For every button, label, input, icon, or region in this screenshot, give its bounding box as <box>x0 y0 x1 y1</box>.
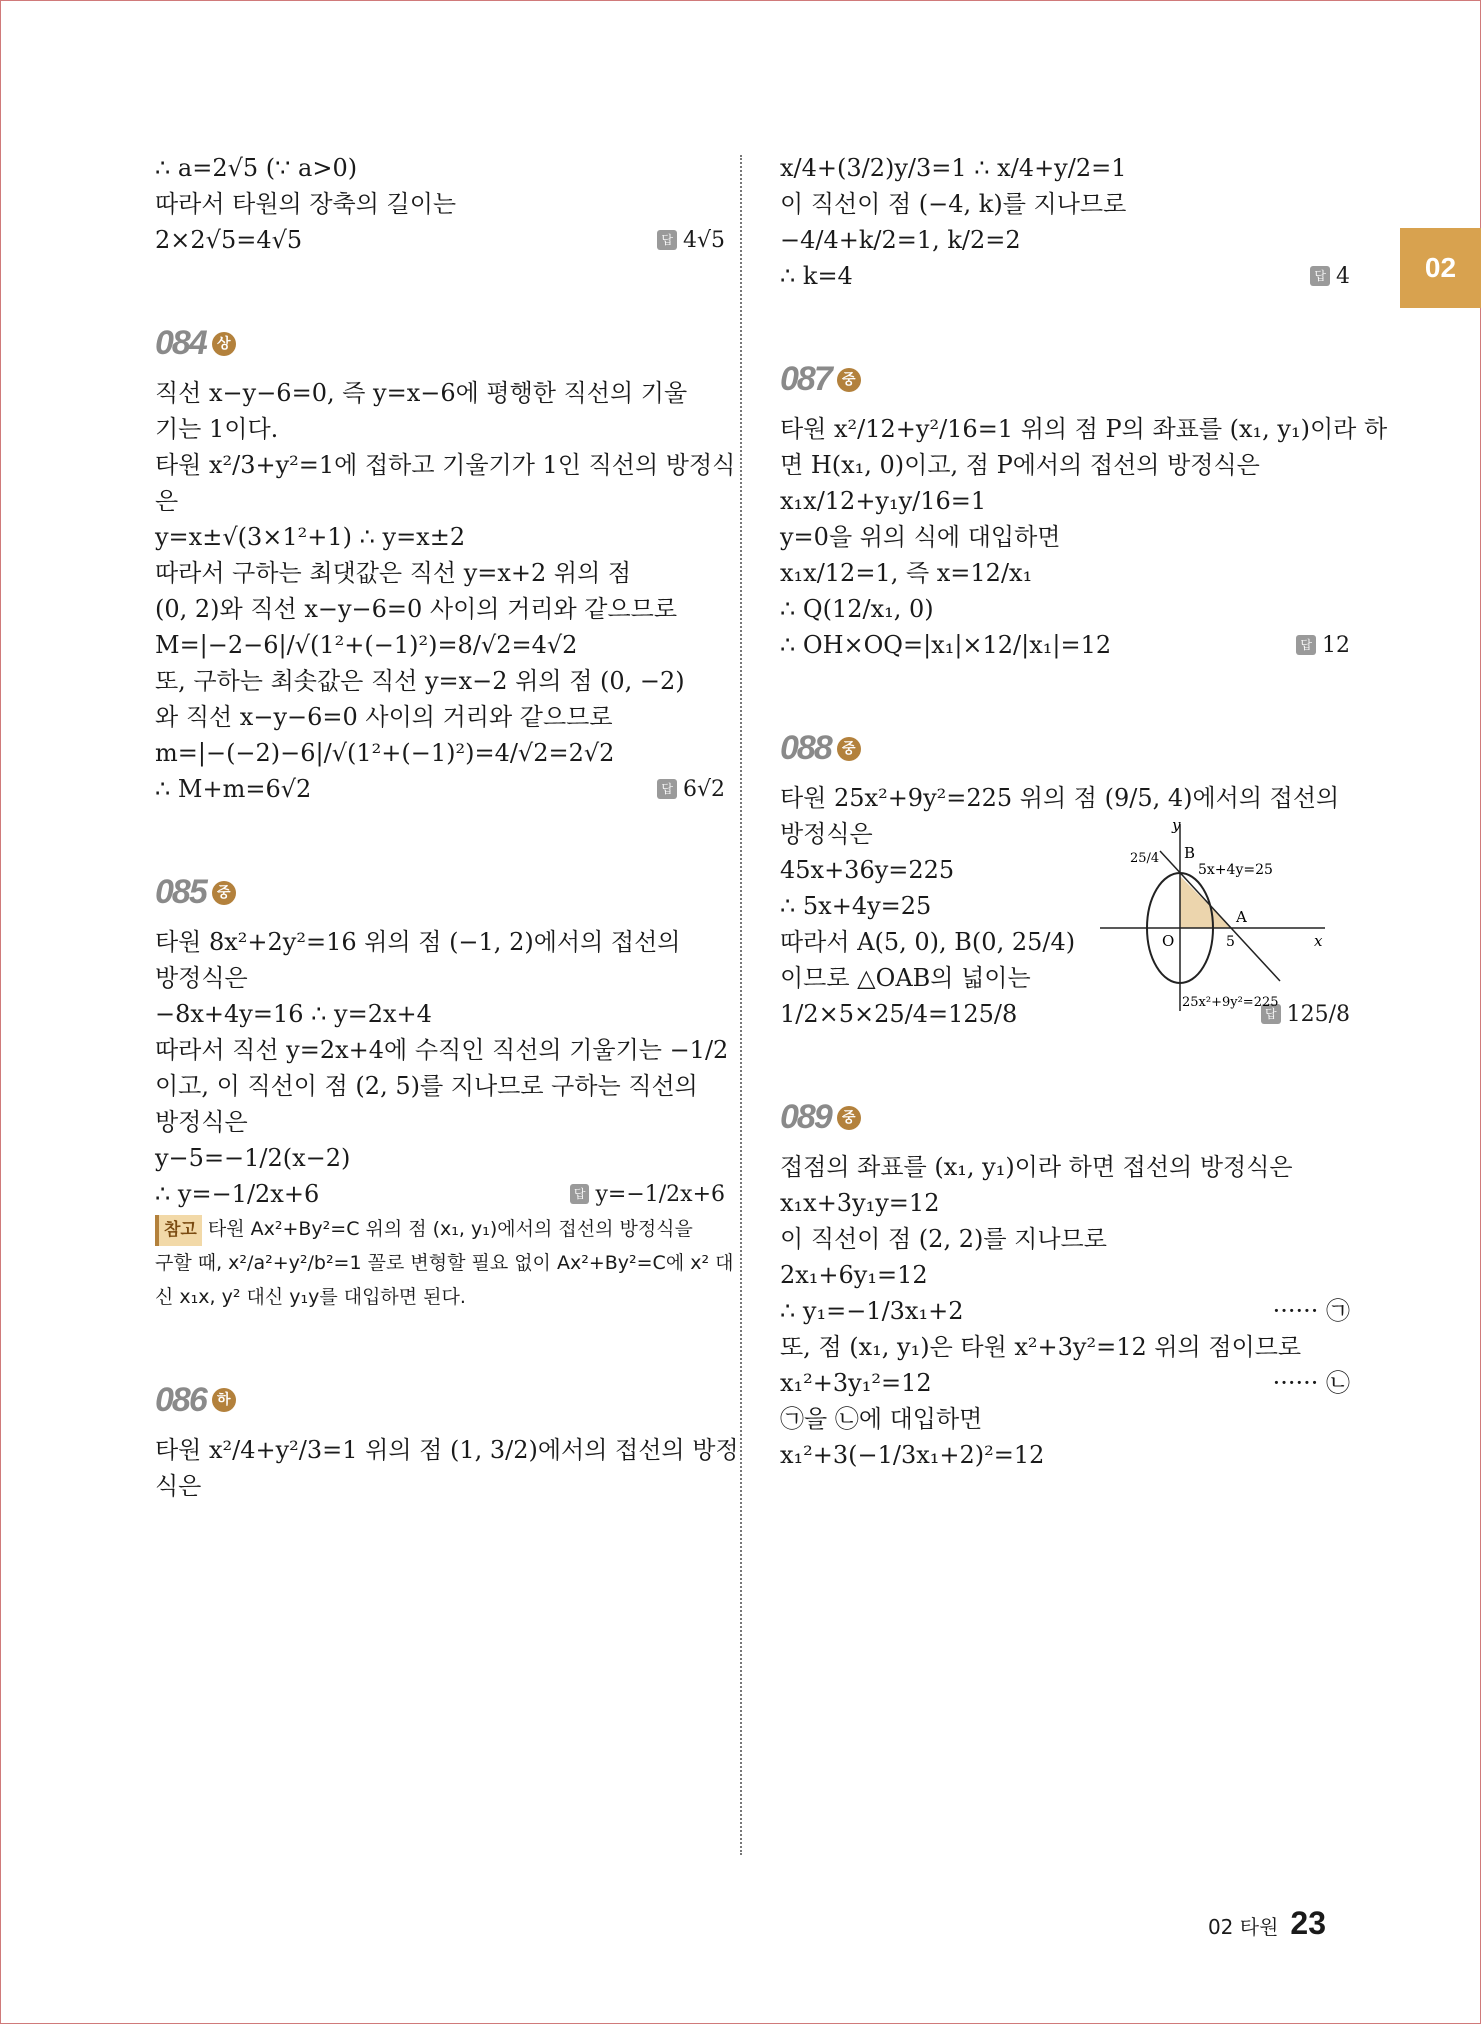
text-line: 타원 x²/3+y²=1에 접하고 기울기가 1인 직선의 방정식 <box>155 451 736 479</box>
page-footer <box>1208 1905 1326 1942</box>
text-line: ∴ k=4 <box>780 262 853 290</box>
note-line: 구할 때, x²/a²+y²/b²=1 꼴로 변형할 필요 없이 Ax²+By²=C에 x² 대 <box>155 1252 734 1275</box>
difficulty-badge: 중 <box>212 881 236 905</box>
problem-heading-084 <box>155 318 725 369</box>
tangent-equation-label: 5x+4y=25 <box>1198 862 1273 878</box>
problem-number: 087 <box>780 360 831 398</box>
text-line: y=0을 위의 식에 대입하면 <box>780 523 1061 551</box>
text-line: ∴ M+m=6√2 <box>155 775 312 803</box>
text-line: 따라서 타원의 장축의 길이는 <box>155 190 457 218</box>
answer-value: 4 <box>1336 263 1350 289</box>
answer <box>570 1178 725 1211</box>
problem-heading-086 <box>155 1375 725 1426</box>
ellipse-graph <box>1100 816 1330 1026</box>
text-line: ∴ OH×OQ=|x₁|×12/|x₁|=12 <box>780 631 1112 659</box>
answer-value: 125/8 <box>1286 1001 1350 1027</box>
text-line: 방정식은 <box>780 820 873 848</box>
answer-row <box>780 258 1350 294</box>
text-line: 45x+36y=225 <box>780 856 955 884</box>
text-line: 직선 x−y−6=0, 즉 y=x−6에 평행한 직선의 기울 <box>155 379 688 407</box>
difficulty-badge: 중 <box>837 737 861 761</box>
answer-value: 4√5 <box>682 227 725 253</box>
ellipse-equation-label: 25x²+9y²=225 <box>1182 995 1279 1010</box>
text-line: x₁x/12+y₁y/16=1 <box>780 487 987 515</box>
answer-row <box>155 1176 725 1212</box>
problem-number: 088 <box>780 729 831 767</box>
problem-number: 086 <box>155 1380 206 1419</box>
text-line: (0, 2)와 직선 x−y−6=0 사이의 거리와 같으므로 <box>155 595 678 623</box>
reference-note <box>155 1212 734 1315</box>
text-line: −8x+4y=16 ∴ y=2x+4 <box>155 1000 432 1028</box>
answer <box>1310 260 1350 293</box>
difficulty-badge: 상 <box>212 332 236 356</box>
text-line: y=x±√(3×1²+1) ∴ y=x±2 <box>155 523 466 551</box>
text-line: 이 직선이 점 (2, 2)를 지나므로 <box>780 1225 1107 1253</box>
text-line: 방정식은 <box>155 964 248 992</box>
problem-088-body <box>780 816 1350 1032</box>
text-line: 2×2√5=4√5 <box>155 226 303 254</box>
answer-row <box>155 771 725 807</box>
note-line <box>155 1212 725 1246</box>
problem-number: 084 <box>155 324 206 362</box>
text-line: 타원 x²/4+y²/3=1 위의 점 (1, 3/2)에서의 접선의 방정 <box>155 1435 739 1464</box>
equation-row <box>780 1365 1350 1401</box>
note-tag: 참고 <box>155 1215 202 1246</box>
difficulty-badge: 중 <box>837 368 861 392</box>
problem-heading-085 <box>155 867 725 918</box>
text-line: M=|−2−6|/√(1²+(−1)²)=8/√2=4√2 <box>155 631 578 659</box>
equation-marker: ······ ㉠ <box>1272 1297 1350 1325</box>
text-line: x₁²+3y₁²=12 <box>780 1369 932 1397</box>
difficulty-badge: 하 <box>212 1388 236 1412</box>
text-line: 따라서 구하는 최댓값은 직선 y=x+2 위의 점 <box>155 559 632 587</box>
origin-label: O <box>1162 932 1175 950</box>
text-line: ∴ y=−1/2x+6 <box>155 1180 320 1208</box>
answer <box>1296 629 1350 662</box>
text-line: 이므로 △OAB의 넓이는 <box>780 964 1031 992</box>
text-line: 타원 25x²+9y²=225 위의 점 (9/5, 4)에서의 접선의 <box>780 784 1340 812</box>
page-number: 23 <box>1290 1905 1326 1941</box>
text-line: x₁x/12=1, 즉 x=12/x₁ <box>780 559 1033 587</box>
text-line: ∴ y₁=−1/3x₁+2 <box>780 1297 964 1325</box>
answer-badge: 답 <box>1261 1004 1281 1024</box>
text-line: 식은 <box>155 1471 202 1500</box>
answer-badge: 답 <box>1296 635 1316 655</box>
ellipse-graph-svg <box>1100 816 1330 1016</box>
text-line: m=|−(−2)−6|/√(1²+(−1)²)=4/√2=2√2 <box>155 739 615 767</box>
answer-row <box>780 627 1350 663</box>
answer-row <box>155 222 725 258</box>
answer-badge: 답 <box>1310 266 1330 286</box>
right-column <box>780 150 1388 1473</box>
problem-number: 085 <box>155 873 206 911</box>
text-line: 와 직선 x−y−6=0 사이의 거리와 같으므로 <box>155 703 613 731</box>
chapter-label: 02 타원 <box>1207 1915 1279 1939</box>
text-line: 면 H(x₁, 0)이고, 점 P에서의 접선의 방정식은 <box>780 451 1260 479</box>
answer-value: 12 <box>1322 632 1350 658</box>
x-axis-label: x <box>1314 932 1323 950</box>
answer-value: y=−1/2x+6 <box>595 1181 725 1207</box>
answer-badge: 답 <box>657 779 677 799</box>
difficulty-badge: 중 <box>837 1106 861 1130</box>
text-line: ∴ a=2√5 (∵ a>0) <box>155 154 358 182</box>
a-value-label: 5 <box>1226 934 1235 950</box>
equation-marker: ······ ㉡ <box>1272 1369 1350 1397</box>
text-line: y−5=−1/2(x−2) <box>155 1144 351 1172</box>
text-line: 타원 x²/12+y²/16=1 위의 점 P의 좌표를 (x₁, y₁)이라 하 <box>780 415 1388 443</box>
text-line: ∴ Q(12/x₁, 0) <box>780 595 934 623</box>
text-line: 기는 1이다. <box>155 415 279 443</box>
point-a-label: A <box>1236 908 1247 926</box>
text-line: −4/4+k/2=1, k/2=2 <box>780 226 1021 254</box>
text-line: 이고, 이 직선이 점 (2, 5)를 지나므로 구하는 직선의 <box>155 1072 698 1100</box>
equation-row <box>780 1293 1350 1329</box>
point-b-label: B <box>1184 844 1196 862</box>
text-line: 2x₁+6y₁=12 <box>780 1261 928 1289</box>
note-line: 신 x₁x, y² 대신 y₁y를 대입하면 된다. <box>155 1286 466 1309</box>
text-line: 1/2×5×25/4=125/8 <box>780 1000 1018 1028</box>
problem-heading-087 <box>780 354 1350 405</box>
answer <box>657 773 725 806</box>
problem-number: 089 <box>780 1098 831 1136</box>
text-line: 방정식은 <box>155 1108 248 1136</box>
text-line: 또, 구하는 최솟값은 직선 y=x−2 위의 점 (0, −2) <box>155 667 685 695</box>
text-line: x₁x+3y₁y=12 <box>780 1189 940 1217</box>
text-line: 따라서 직선 y=2x+4에 수직인 직선의 기울기는 −1/2 <box>155 1036 729 1064</box>
column-divider <box>740 155 742 1855</box>
note-text: 타원 Ax²+By²=C 위의 점 (x₁, y₁)에서의 접선의 방정식을 <box>207 1218 693 1240</box>
chapter-side-tab: 02 <box>1400 228 1481 308</box>
text-line: 또, 점 (x₁, y₁)은 타원 x²+3y²=12 위의 점이므로 <box>780 1333 1302 1361</box>
text-line: 은 <box>155 487 179 515</box>
problem-heading-089 <box>780 1092 1350 1143</box>
text-line: x/4+(3/2)y/3=1 ∴ x/4+y/2=1 <box>780 154 1127 182</box>
answer-badge: 답 <box>657 230 677 250</box>
y-axis-label: y <box>1172 816 1181 834</box>
answer-badge: 답 <box>570 1184 590 1204</box>
answer <box>657 224 725 257</box>
text-line: 이 직선이 점 (−4, k)를 지나므로 <box>780 190 1127 218</box>
answer-value: 6√2 <box>682 776 725 802</box>
problem-heading-088 <box>780 723 1350 774</box>
text-line: ∴ 5x+4y=25 <box>780 892 932 920</box>
text-line: x₁²+3(−1/3x₁+2)²=12 <box>780 1441 1045 1469</box>
text-line: ㉠을 ㉡에 대입하면 <box>780 1405 983 1433</box>
text-line: 따라서 A(5, 0), B(0, 25/4) <box>780 928 1076 956</box>
left-column <box>155 150 739 1504</box>
b-value-label: 25/4 <box>1130 851 1160 866</box>
text-line: 타원 8x²+2y²=16 위의 점 (−1, 2)에서의 접선의 <box>155 928 681 956</box>
text-line: 접점의 좌표를 (x₁, y₁)이라 하면 접선의 방정식은 <box>780 1153 1293 1181</box>
